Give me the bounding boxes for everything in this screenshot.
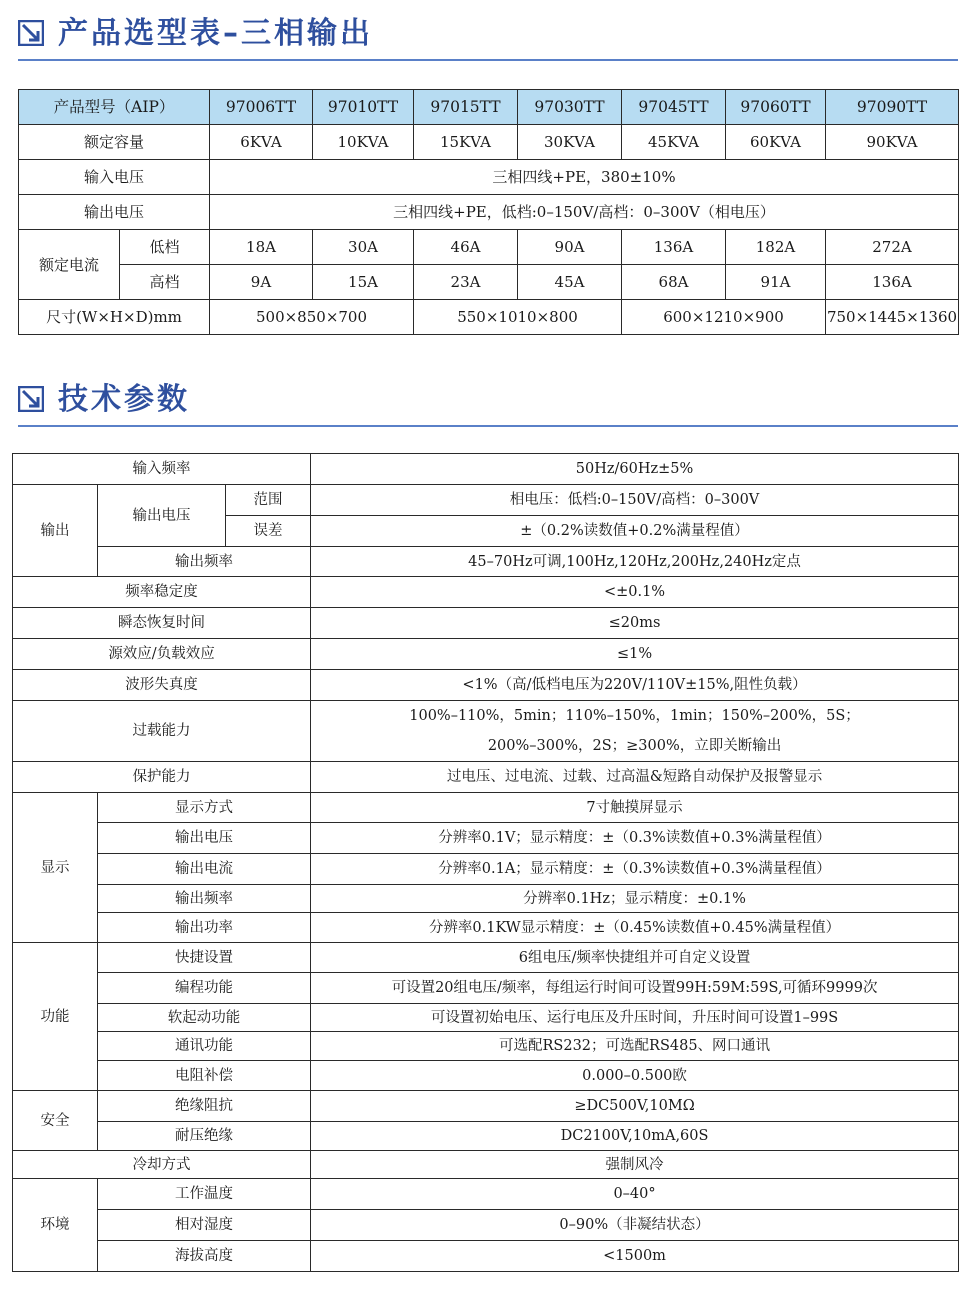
group-label: 显示 — [13, 793, 98, 943]
table-row — [13, 1061, 959, 1091]
spec-label: 输出电压 — [98, 823, 311, 854]
spec-label: 海拔高度 — [98, 1241, 311, 1272]
header-cell: 产品型号（AIP） — [19, 90, 210, 125]
spec-label: 瞬态恢复时间 — [13, 608, 311, 639]
table-row — [13, 973, 959, 1004]
table-row — [13, 762, 959, 793]
spec-label: 输出频率 — [98, 885, 311, 913]
input-voltage-cell: 三相四线+PE，380±10% — [210, 160, 959, 195]
current-cell: 90A — [518, 230, 622, 265]
model-cell: 97090TT — [826, 90, 959, 125]
model-cell: 97030TT — [518, 90, 622, 125]
model-cell: 97010TT — [313, 90, 414, 125]
size-cell: 500×850×700 — [210, 300, 414, 335]
spec-value: ≤20ms — [311, 608, 959, 639]
spec-label: 显示方式 — [98, 793, 311, 823]
spec-value: 相电压：低档:0–150V/高档：0–300V — [311, 485, 959, 516]
table-row — [19, 230, 959, 265]
table-row — [13, 1032, 959, 1061]
table-row — [13, 1151, 959, 1179]
spec-label: 保护能力 — [13, 762, 311, 793]
table-row — [19, 300, 959, 335]
selection-table — [18, 89, 959, 335]
table-row — [13, 670, 959, 701]
sub-label: 高档 — [120, 265, 210, 300]
spec-value: ≤1% — [311, 639, 959, 670]
table-row — [13, 485, 959, 516]
overload-line: 100%–110%，5min；110%–150%，1min；150%–200%，5S； — [409, 708, 860, 724]
capacity-cell: 30KVA — [518, 125, 622, 160]
spec-value: ≥DC500V,10MΩ — [311, 1091, 959, 1122]
spec-value: 分辨率0.1V；显示精度：±（0.3%读数值+0.3%满量程值） — [311, 823, 959, 854]
spec-value: 过电压、过电流、过载、过高温&短路自动保护及报警显示 — [311, 762, 959, 793]
table-row — [13, 1122, 959, 1151]
table-row — [13, 793, 959, 823]
spec-value: 可选配RS232；可选配RS485、网口通讯 — [311, 1032, 959, 1061]
table-row — [19, 160, 959, 195]
spec-value: ±（0.2%读数值+0.2%满量程值） — [311, 516, 959, 547]
spec-value: 可设置初始电压、运行电压及升压时间，升压时间可设置1–99S — [311, 1004, 959, 1032]
spec-value: 可设置20组电压/频率，每组运行时间可设置99H:59M:59S,可循环9999次 — [311, 973, 959, 1004]
spec-value: 分辨率0.1Hz；显示精度：±0.1% — [311, 885, 959, 913]
table-row — [13, 577, 959, 608]
row-label: 额定容量 — [19, 125, 210, 160]
divider — [18, 59, 958, 61]
current-cell: 91A — [726, 265, 826, 300]
size-cell: 750×1445×1360 — [826, 300, 959, 335]
capacity-cell: 90KVA — [826, 125, 959, 160]
current-cell: 272A — [826, 230, 959, 265]
sub-label: 误差 — [226, 516, 311, 547]
model-cell: 97015TT — [414, 90, 518, 125]
current-cell: 136A — [826, 265, 959, 300]
group-label: 环境 — [13, 1179, 98, 1272]
spec-label: 波形失真度 — [13, 670, 311, 701]
spec-value: 6组电压/频率快捷组并可自定义设置 — [311, 943, 959, 973]
size-cell: 600×1210×900 — [622, 300, 826, 335]
output-voltage-cell: 三相四线+PE，低档:0–150V/高档：0–300V（相电压） — [210, 195, 959, 230]
table-row — [13, 639, 959, 670]
group-label: 安全 — [13, 1091, 98, 1151]
table-row — [13, 1091, 959, 1122]
spec-value: 分辨率0.1A；显示精度：±（0.3%读数值+0.3%满量程值） — [311, 854, 959, 885]
section-header-tech — [18, 382, 958, 422]
spec-label: 输入频率 — [13, 454, 311, 485]
current-cell: 15A — [313, 265, 414, 300]
row-label: 输出电压 — [19, 195, 210, 230]
current-cell: 68A — [622, 265, 726, 300]
spec-label: 频率稳定度 — [13, 577, 311, 608]
row-label: 尺寸(W×H×D)mm — [19, 300, 210, 335]
spec-value: 0–90%（非凝结状态） — [311, 1210, 959, 1241]
table-row — [13, 701, 959, 762]
model-cell: 97045TT — [622, 90, 726, 125]
spec-label: 工作温度 — [98, 1179, 311, 1210]
sub-label: 范围 — [226, 485, 311, 516]
spec-label: 冷却方式 — [13, 1151, 311, 1179]
table-row — [13, 913, 959, 943]
checkbox-arrow-icon — [18, 20, 44, 46]
spec-label: 通讯功能 — [98, 1032, 311, 1061]
spec-label: 源效应/负载效应 — [13, 639, 311, 670]
spec-value: DC2100V,10mA,60S — [311, 1122, 959, 1151]
spec-value: 分辨率0.1KW显示精度：±（0.45%读数值+0.45%满量程值） — [311, 913, 959, 943]
overload-line: 200%–300%，2S；≥300%，立即关断输出 — [487, 738, 782, 754]
table-row — [13, 1210, 959, 1241]
spec-value: 0–40° — [311, 1179, 959, 1210]
spec-value: <1500m — [311, 1241, 959, 1272]
table-row — [19, 90, 959, 125]
spec-value: 0.000–0.500欧 — [311, 1061, 959, 1091]
current-cell: 23A — [414, 265, 518, 300]
spec-label: 电阻补偿 — [98, 1061, 311, 1091]
model-cell: 97006TT — [210, 90, 313, 125]
current-cell: 18A — [210, 230, 313, 265]
size-cell: 550×1010×800 — [414, 300, 622, 335]
table-row — [19, 195, 959, 230]
table-row — [13, 885, 959, 913]
spec-label: 输出电压 — [98, 485, 226, 547]
current-cell: 46A — [414, 230, 518, 265]
table-row — [13, 1179, 959, 1210]
spec-value: <±0.1% — [311, 577, 959, 608]
current-cell: 182A — [726, 230, 826, 265]
spec-label: 输出电流 — [98, 854, 311, 885]
current-cell: 9A — [210, 265, 313, 300]
table-row — [13, 547, 959, 577]
sub-label: 低档 — [120, 230, 210, 265]
spec-value: 强制风冷 — [311, 1151, 959, 1179]
section-title: 产品选型表–三相输出 — [58, 16, 373, 51]
table-row — [13, 1241, 959, 1272]
tech-spec-table — [12, 453, 959, 1272]
spec-value: 50Hz/60Hz±5% — [311, 454, 959, 485]
table-row — [13, 454, 959, 485]
model-cell: 97060TT — [726, 90, 826, 125]
spec-label: 输出频率 — [98, 547, 311, 577]
capacity-cell: 15KVA — [414, 125, 518, 160]
table-row — [19, 125, 959, 160]
current-cell: 30A — [313, 230, 414, 265]
spec-label: 绝缘阻抗 — [98, 1091, 311, 1122]
table-row — [13, 608, 959, 639]
spec-value: <1%（高/低档电压为220V/110V±15%,阻性负载） — [311, 670, 959, 701]
spec-label: 快捷设置 — [98, 943, 311, 973]
row-label: 额定电流 — [19, 230, 120, 300]
capacity-cell: 6KVA — [210, 125, 313, 160]
row-label: 输入电压 — [19, 160, 210, 195]
table-row — [13, 943, 959, 973]
capacity-cell: 60KVA — [726, 125, 826, 160]
table-row — [13, 854, 959, 885]
group-label: 功能 — [13, 943, 98, 1091]
spec-label: 过载能力 — [13, 701, 311, 762]
current-cell: 136A — [622, 230, 726, 265]
capacity-cell: 45KVA — [622, 125, 726, 160]
table-row — [13, 1004, 959, 1032]
divider — [18, 425, 958, 427]
table-row — [19, 265, 959, 300]
spec-label: 软起动功能 — [98, 1004, 311, 1032]
table-row — [13, 823, 959, 854]
current-cell: 45A — [518, 265, 622, 300]
spec-label: 耐压绝缘 — [98, 1122, 311, 1151]
capacity-cell: 10KVA — [313, 125, 414, 160]
spec-label: 编程功能 — [98, 973, 311, 1004]
spec-label: 相对湿度 — [98, 1210, 311, 1241]
spec-label: 输出功率 — [98, 913, 311, 943]
spec-value: 45–70Hz可调,100Hz,120Hz,200Hz,240Hz定点 — [311, 547, 959, 577]
group-label: 输出 — [13, 485, 98, 577]
spec-value — [311, 701, 959, 762]
section-title: 技术参数 — [58, 382, 190, 417]
checkbox-arrow-icon — [18, 386, 44, 412]
spec-value: 7寸触摸屏显示 — [311, 793, 959, 823]
section-header-selection — [18, 16, 958, 56]
